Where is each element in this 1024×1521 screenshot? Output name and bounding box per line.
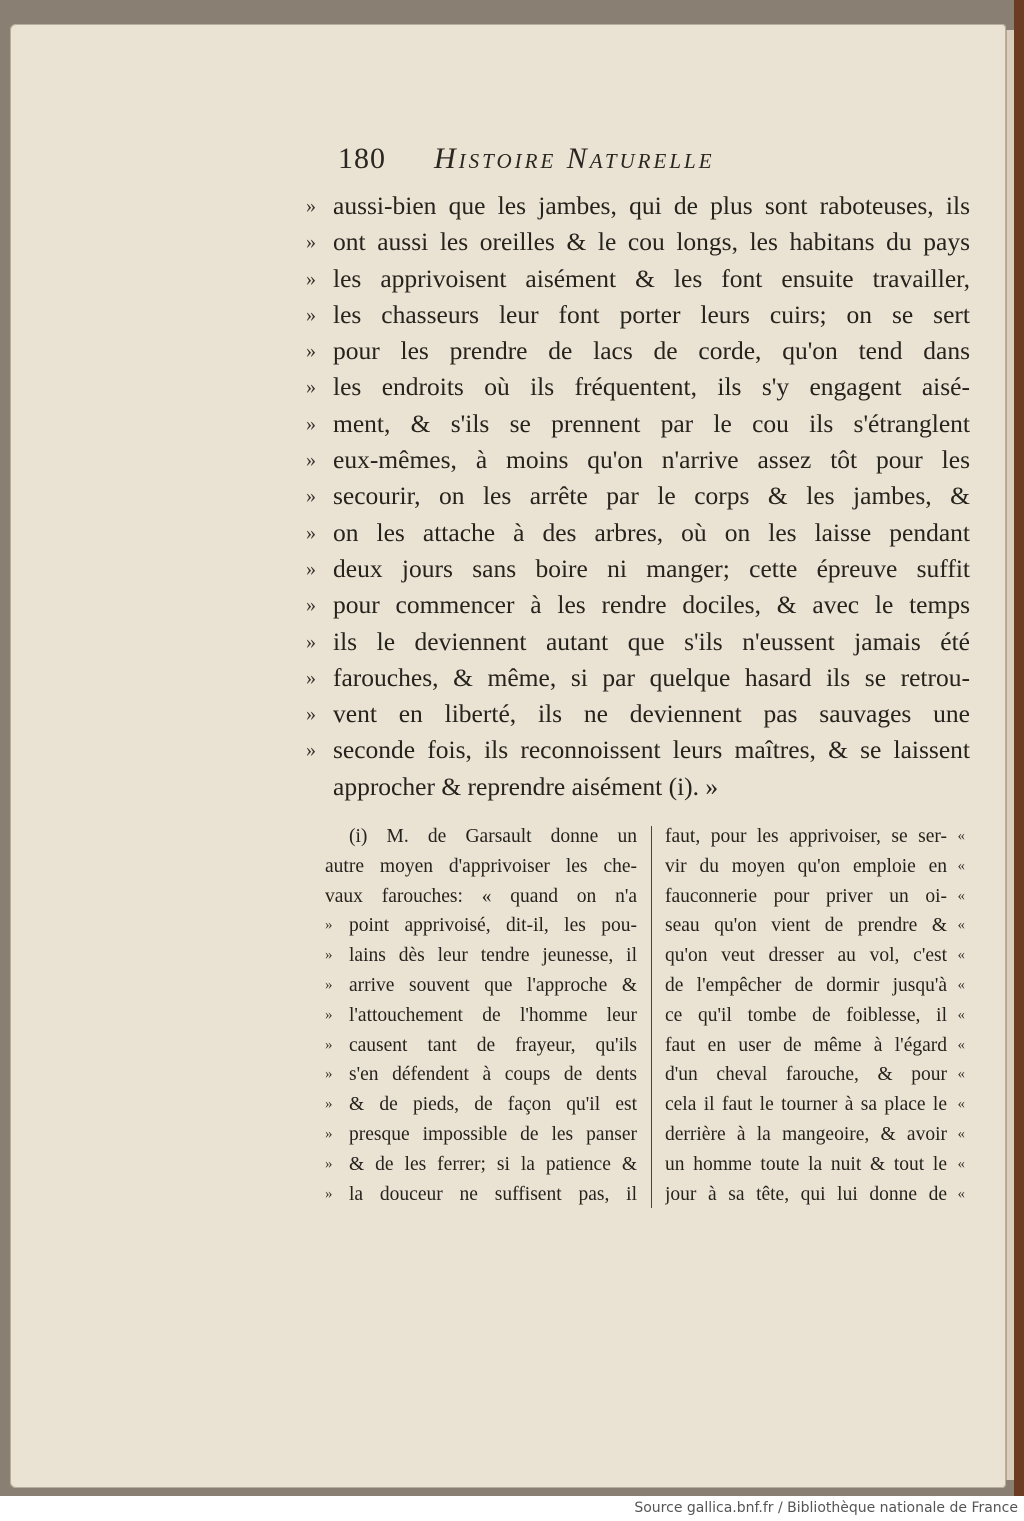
guillemet-marker: »	[325, 947, 333, 964]
guillemet-marker: «	[957, 1125, 965, 1142]
footnote-line	[665, 911, 965, 941]
guillemet-marker: «	[957, 1066, 965, 1083]
guillemet-marker: »	[325, 1185, 333, 1202]
footnote-line	[665, 971, 965, 1001]
line-text: vent en liberté, ils ne deviennent pas sauvages une	[333, 699, 970, 729]
line-text: on les attache à des arbres, où on les laisse pendant	[333, 517, 970, 547]
footnote-line	[665, 852, 965, 882]
text-line	[306, 369, 970, 405]
guillemet-marker: »	[306, 195, 316, 217]
guillemet-marker: «	[957, 947, 965, 964]
guillemet-marker: »	[325, 976, 333, 993]
text-line	[306, 551, 970, 587]
footnote-text: l'attouchement de l'homme leur	[349, 1004, 637, 1026]
footnote-line	[325, 1090, 637, 1120]
line-text: approcher & reprendre aisément (i). »	[333, 771, 719, 801]
guillemet-marker: »	[306, 703, 316, 726]
guillemet-marker: »	[306, 303, 316, 326]
footnote-line	[325, 1031, 637, 1061]
footnote-line	[665, 941, 965, 971]
guillemet-marker: «	[957, 1185, 965, 1202]
line-text: les endroits où ils fréquentent, ils s'y engagent aisé-	[333, 372, 970, 402]
footnote-text: (i) M. de Garsault donne un	[349, 826, 637, 847]
running-title: Histoire Naturelle	[434, 142, 715, 175]
text-line	[306, 261, 970, 297]
footnote-line	[325, 1060, 637, 1090]
line-text: eux-mêmes, à moins qu'on n'arrive assez tôt pour les	[333, 445, 970, 475]
line-text: pour commencer à les rendre dociles, & avec le temps	[333, 590, 970, 620]
guillemet-marker: »	[306, 485, 316, 508]
guillemet-marker: »	[306, 521, 316, 544]
line-text: seconde fois, ils reconnoissent leurs maîtres, & se laissent	[333, 735, 970, 765]
footnote-text: & de pieds, de façon qu'il est	[349, 1094, 637, 1116]
footnote-text: & de les ferrer; si la patience &	[349, 1153, 637, 1175]
source-credit: Source gallica.bnf.fr / Bibliothèque nationale de France	[634, 1500, 1018, 1516]
footnote-text: faut en user de même à l'égard	[665, 1034, 947, 1056]
footnote-text: cela il faut le tourner à sa place le	[665, 1094, 947, 1116]
footnote-line	[325, 882, 637, 912]
line-text: les chasseurs leur font porter leurs cuirs; on se sert	[333, 299, 970, 329]
footnote-text: fauconnerie pour priver un oi-	[665, 885, 947, 907]
footnote-line	[665, 1120, 965, 1150]
footnote-line	[665, 1150, 965, 1180]
guillemet-marker: «	[957, 887, 965, 904]
footnote-line	[325, 1001, 637, 1031]
guillemet-marker: «	[957, 828, 965, 844]
text-line	[306, 406, 970, 442]
guillemet-marker: »	[306, 449, 316, 472]
footnote-line	[325, 911, 637, 941]
running-head	[338, 142, 715, 182]
line-text: ment, & s'ils se prennent par le cou ils s'étranglent	[333, 408, 970, 438]
line-text: aussi-bien que les jambes, qui de plus sont raboteuses, ils	[333, 191, 970, 220]
guillemet-marker: »	[306, 412, 316, 435]
footnote-line	[325, 971, 637, 1001]
text-line	[306, 624, 970, 660]
line-text: ils le deviennent autant que s'ils n'eussent jamais été	[333, 626, 970, 656]
guillemet-marker: »	[325, 1066, 333, 1083]
guillemet-marker: «	[957, 917, 965, 934]
footnote-text: un homme toute la nuit & tout le	[665, 1153, 947, 1175]
footnote-block	[325, 822, 975, 1214]
guillemet-marker: »	[325, 1155, 333, 1172]
guillemet-marker: »	[325, 1096, 333, 1113]
line-text: ont aussi les oreilles & le cou longs, les habitans du pays	[333, 227, 970, 257]
text-line	[306, 297, 970, 333]
guillemet-marker	[306, 769, 333, 805]
text-line	[306, 696, 970, 732]
footnote-line	[325, 1120, 637, 1150]
footnote-line	[325, 1150, 637, 1180]
guillemet-marker: »	[306, 376, 316, 399]
footnote-line	[325, 1180, 637, 1210]
footnote-text: ce qu'il tombe de foiblesse, il	[665, 1004, 947, 1026]
main-text-block	[306, 188, 970, 805]
footnote-text: la douceur ne suffisent pas, il	[349, 1183, 637, 1205]
guillemet-marker: »	[325, 1006, 333, 1023]
footnote-text: point apprivoisé, dit-il, les pou-	[349, 915, 637, 937]
footnote-text: de l'empêcher de dormir jusqu'à	[665, 974, 947, 996]
footnote-column-left	[325, 822, 637, 1209]
line-text: les apprivoisent aisément & les font ensuite travailler,	[333, 263, 970, 293]
footnote-line	[665, 1060, 965, 1090]
line-text: secourir, on les arrête par le corps & les jambes, &	[333, 481, 970, 511]
footnote-line	[665, 1090, 965, 1120]
guillemet-marker: »	[325, 917, 333, 934]
guillemet-marker: »	[325, 1125, 333, 1142]
footnote-text: s'en défendent à coups de dents	[349, 1064, 637, 1086]
footnote-text: d'un cheval farouche, & pour	[665, 1064, 947, 1086]
footnote-line	[665, 1031, 965, 1061]
footnote-text: seau qu'on vient de prendre &	[665, 915, 947, 937]
guillemet-marker: »	[306, 630, 316, 653]
footnote-text: causent tant de frayeur, qu'ils	[349, 1034, 637, 1056]
text-line	[306, 442, 970, 478]
guillemet-marker: »	[306, 739, 316, 762]
guillemet-marker: «	[957, 1036, 965, 1053]
footnote-line	[665, 822, 965, 852]
footnote-text: vir du moyen qu'on emploie en	[665, 855, 947, 877]
footnote-text: autre moyen d'apprivoiser les che-	[325, 855, 637, 877]
text-line	[306, 224, 970, 260]
footnote-line	[665, 882, 965, 912]
book-binding	[1014, 0, 1024, 1496]
guillemet-marker: «	[957, 1155, 965, 1172]
guillemet-marker: «	[957, 976, 965, 993]
text-line	[306, 769, 970, 805]
footnote-text: jour à sa tête, qui lui donne de	[665, 1183, 947, 1205]
footnote-line	[665, 1180, 965, 1210]
guillemet-marker: «	[957, 1096, 965, 1113]
page-number: 180	[338, 142, 386, 175]
guillemet-marker: »	[306, 666, 316, 689]
footnote-text: qu'on veut dresser au vol, c'est	[665, 945, 947, 967]
line-text: pour les prendre de lacs de corde, qu'on tend dans	[333, 336, 970, 366]
text-line	[306, 732, 970, 768]
footnote-line	[325, 822, 637, 852]
guillemet-marker: »	[325, 1036, 333, 1053]
footnote-column-right	[665, 822, 965, 1209]
text-line	[306, 660, 970, 696]
footnote-line	[325, 941, 637, 971]
line-text: farouches, & même, si par quelque hasard ils se retrou-	[333, 662, 970, 692]
footnote-text: presque impossible de les panser	[349, 1123, 637, 1145]
guillemet-marker: »	[306, 267, 316, 290]
text-line	[306, 333, 970, 369]
guillemet-marker: «	[957, 857, 965, 874]
text-line	[306, 515, 970, 551]
footnote-line	[325, 852, 637, 882]
footnote-column-divider	[651, 826, 652, 1208]
text-line	[306, 188, 970, 224]
guillemet-marker: »	[306, 557, 316, 580]
line-text: deux jours sans boire ni manger; cette épreuve suffit	[333, 553, 970, 583]
footnote-text: vaux farouches: « quand on n'a	[325, 885, 637, 907]
guillemet-marker: »	[306, 594, 316, 617]
guillemet-marker: »	[306, 340, 316, 363]
footnote-text: faut, pour les apprivoiser, se ser-	[665, 826, 947, 847]
guillemet-marker: »	[306, 231, 316, 254]
guillemet-marker: «	[957, 1006, 965, 1023]
footnote-text: arrive souvent que l'approche &	[349, 974, 637, 996]
footnote-text: derrière à la mangeoire, & avoir	[665, 1123, 947, 1145]
footnote-line	[665, 1001, 965, 1031]
text-line	[306, 587, 970, 623]
text-line	[306, 478, 970, 514]
footnote-text: lains dès leur tendre jeunesse, il	[349, 945, 637, 967]
